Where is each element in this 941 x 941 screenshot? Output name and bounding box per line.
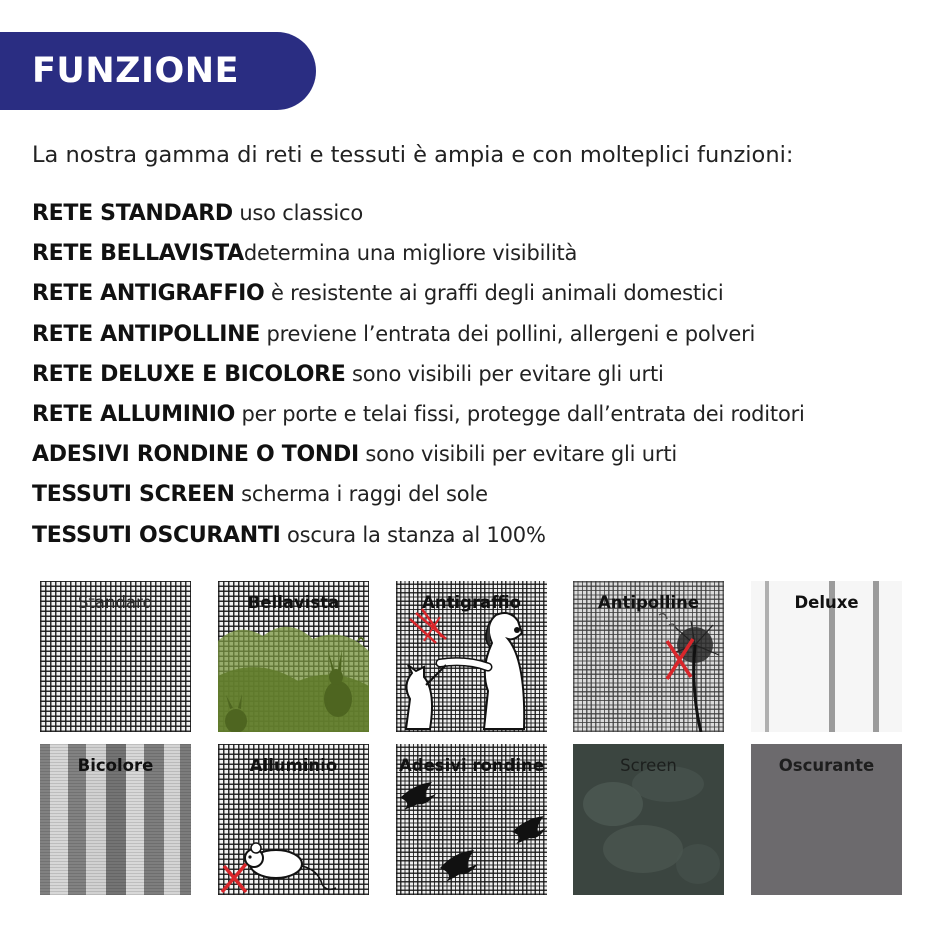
feature-desc: è resistente ai graffi degli animali domestici xyxy=(264,281,724,306)
intro-text: La nostra gamma di reti e tessuti è ampia e con molteplici funzioni: xyxy=(32,142,794,168)
swatch-antigraffio xyxy=(396,581,547,732)
swatch-label: Oscurante xyxy=(778,756,875,775)
swatch-label: Antigraffio xyxy=(422,593,521,612)
feature-name: TESSUTI SCREEN xyxy=(32,482,235,508)
feature-desc: determina una migliore visibilità xyxy=(243,241,578,266)
swatch-label: Deluxe xyxy=(794,593,859,612)
feature-desc: sono visibili per evitare gli urti xyxy=(358,442,678,467)
swatch-label: Bicolore xyxy=(77,756,154,775)
swatch-antipolline xyxy=(573,581,724,732)
swatch-label: Bellavista xyxy=(247,593,340,612)
swatch-label: Adesivi rondine xyxy=(398,756,545,775)
feature-name: TESSUTI OSCURANTI xyxy=(32,522,281,548)
feature-name: ADESIVI RONDINE O TONDI xyxy=(32,442,359,468)
feature-name: RETE BELLAVISTA xyxy=(32,241,244,267)
feature-desc: per porte e telai fissi, protegge dall’entrata dei roditori xyxy=(235,401,805,426)
feature-desc: oscura la stanza al 100% xyxy=(280,522,546,547)
page-title: FUNZIONE xyxy=(32,51,239,91)
swatch-bicolore xyxy=(40,744,191,895)
swatch-oscurante xyxy=(751,744,902,895)
swatch-bellavista xyxy=(218,581,369,732)
feature-desc: sono visibili per evitare gli urti xyxy=(345,361,664,386)
swatch-label: Alluminio xyxy=(249,756,338,775)
feature-name: RETE ANTIPOLLINE xyxy=(32,321,260,347)
swatch-label: Standard xyxy=(77,593,154,612)
swatch-standard xyxy=(40,581,191,732)
swatch-deluxe xyxy=(751,581,902,732)
feature-desc: scherma i raggi del sole xyxy=(234,482,488,507)
feature-name: RETE DELUXE E BICOLORE xyxy=(32,361,346,387)
feature-name: RETE ANTIGRAFFIO xyxy=(32,281,265,307)
feature-desc: previene l’entrata dei pollini, allergeni e polveri xyxy=(259,321,756,346)
swatch-alluminio xyxy=(218,744,369,895)
feature-name: RETE STANDARD xyxy=(32,201,233,226)
swatch-screen xyxy=(573,744,724,895)
feature-desc: uso classico xyxy=(232,201,364,225)
swatch-label: Antipolline xyxy=(597,593,700,612)
swatch-adesivi xyxy=(396,744,547,895)
feature-name: RETE ALLUMINIO xyxy=(32,401,235,427)
swatch-label: Screen xyxy=(620,756,677,775)
